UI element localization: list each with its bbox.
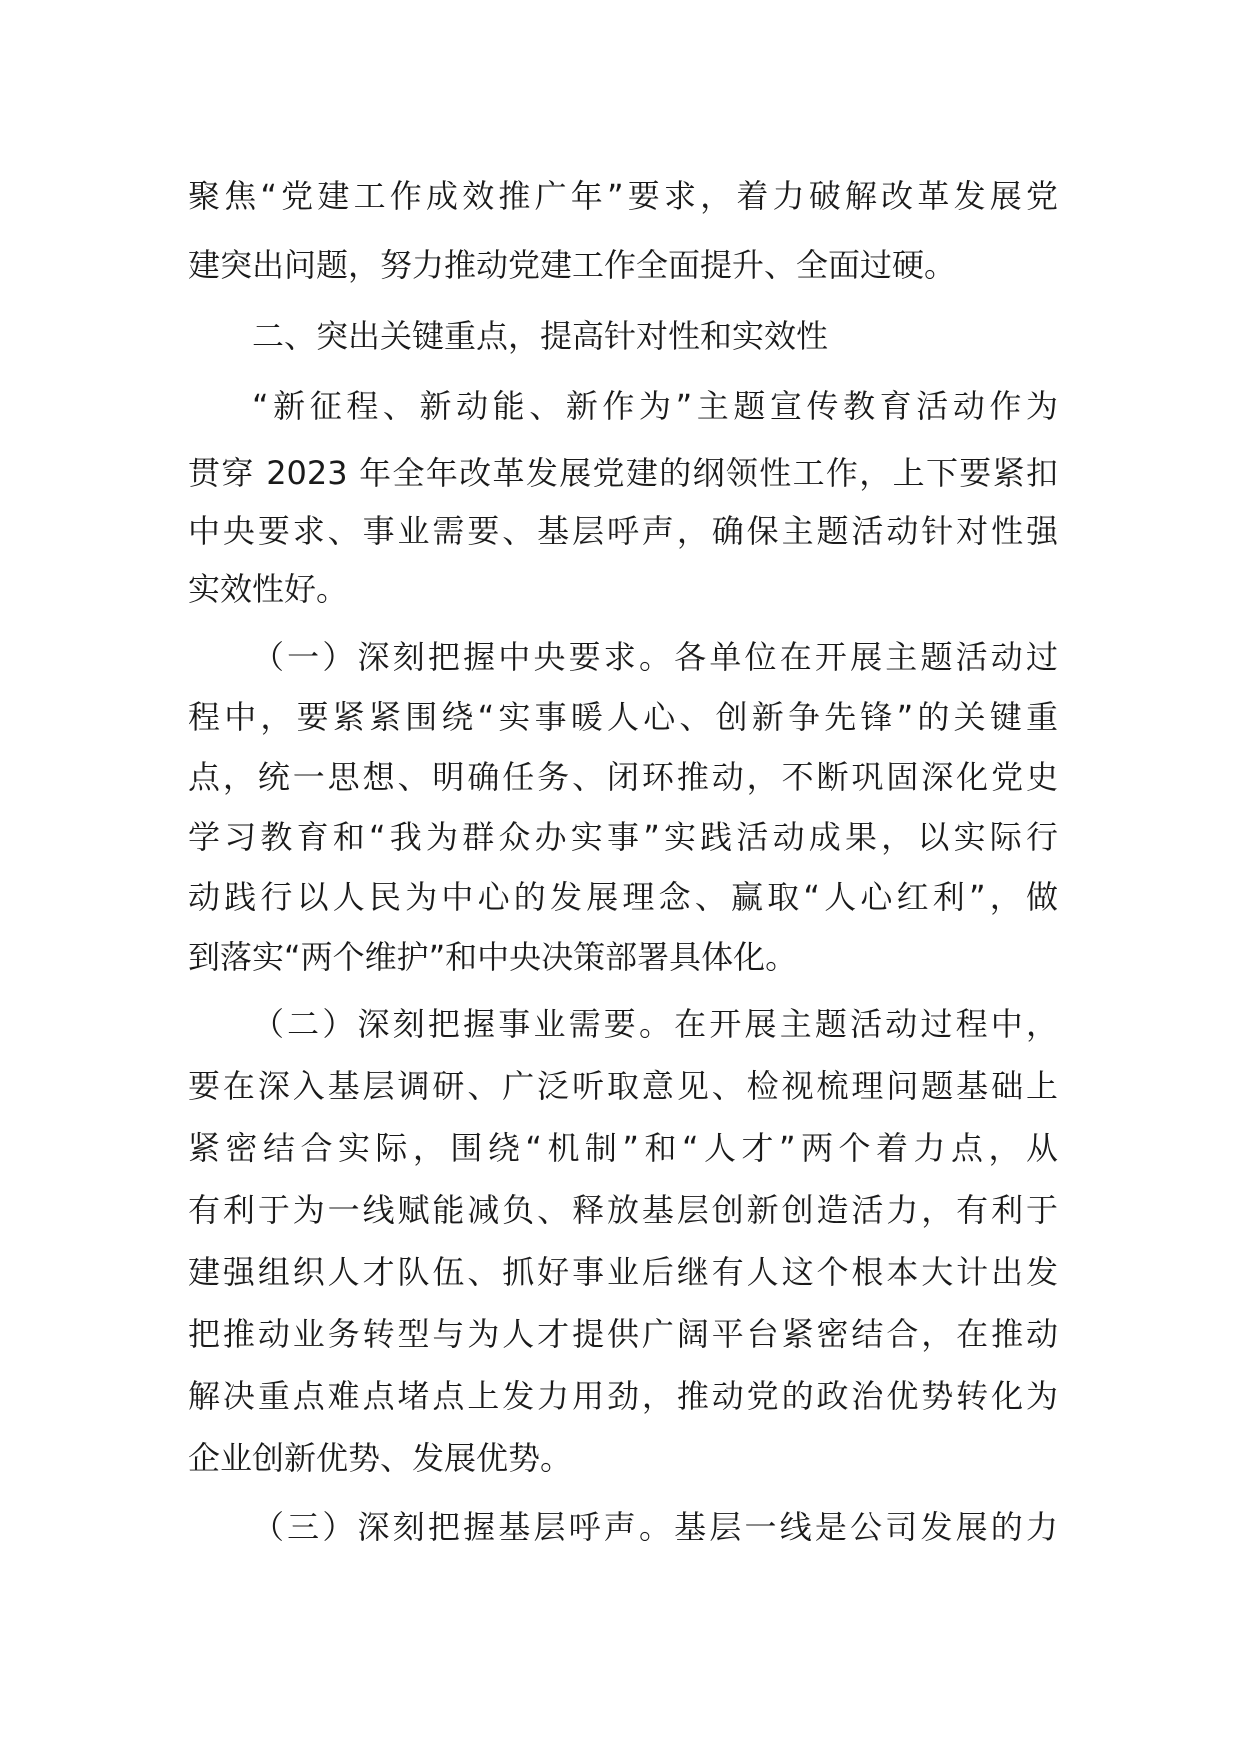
body-text-line: 建强组织人才队伍、抓好事业后继有人这个根本大计出发: [188, 1253, 1058, 1291]
body-text-line: 建突出问题，努力推动党建工作全面提升、全面过硬。: [188, 246, 957, 284]
section-heading: 二、突出关键重点，提高针对性和实效性: [252, 317, 829, 355]
body-text-line: 程中，要紧紧围绕“实事暖人心、创新争先锋”的关键重: [188, 698, 1058, 736]
body-text-line: 到落实“两个维护”和中央决策部署具体化。: [188, 938, 798, 976]
body-text-line: 学习教育和“我为群众办实事”实践活动成果，以实际行: [188, 818, 1058, 856]
body-text-line: 点，统一思想、明确任务、闭环推动，不断巩固深化党史: [188, 758, 1058, 796]
body-text-line: 紧密结合实际，围绕“机制”和“人才”两个着力点，从: [188, 1129, 1058, 1167]
subsection-line: （二）深刻把握事业需要。在开展主题活动过程中，: [252, 1005, 1058, 1043]
body-text-line: 贯穿 2023 年全年改革发展党建的纲领性工作，上下要紧扣: [188, 454, 1058, 492]
body-text-line: 实效性好。: [188, 570, 349, 608]
body-text-line: 解决重点难点堵点上发力用劲，推动党的政治优势转化为: [188, 1377, 1058, 1415]
body-text-line: 有利于为一线赋能减负、释放基层创新创造活力，有利于: [188, 1191, 1058, 1229]
subsection-line: （一）深刻把握中央要求。各单位在开展主题活动过: [252, 638, 1058, 676]
body-text-line: 把推动业务转型与为人才提供广阔平台紧密结合，在推动: [188, 1315, 1058, 1353]
body-text-line: 中央要求、事业需要、基层呼声，确保主题活动针对性强: [188, 512, 1058, 550]
body-text-line: “新征程、新动能、新作为”主题宣传教育活动作为: [252, 387, 1058, 425]
body-text-line: 动践行以人民为中心的发展理念、赢取“人心红利”，做: [188, 878, 1058, 916]
body-text-line: 聚焦“党建工作成效推广年”要求，着力破解改革发展党: [188, 177, 1058, 215]
body-text-line: 要在深入基层调研、广泛听取意见、检视梳理问题基础上: [188, 1067, 1058, 1105]
subsection-line: （三）深刻把握基层呼声。基层一线是公司发展的力: [252, 1508, 1058, 1546]
body-text-line: 企业创新优势、发展优势。: [188, 1439, 573, 1477]
